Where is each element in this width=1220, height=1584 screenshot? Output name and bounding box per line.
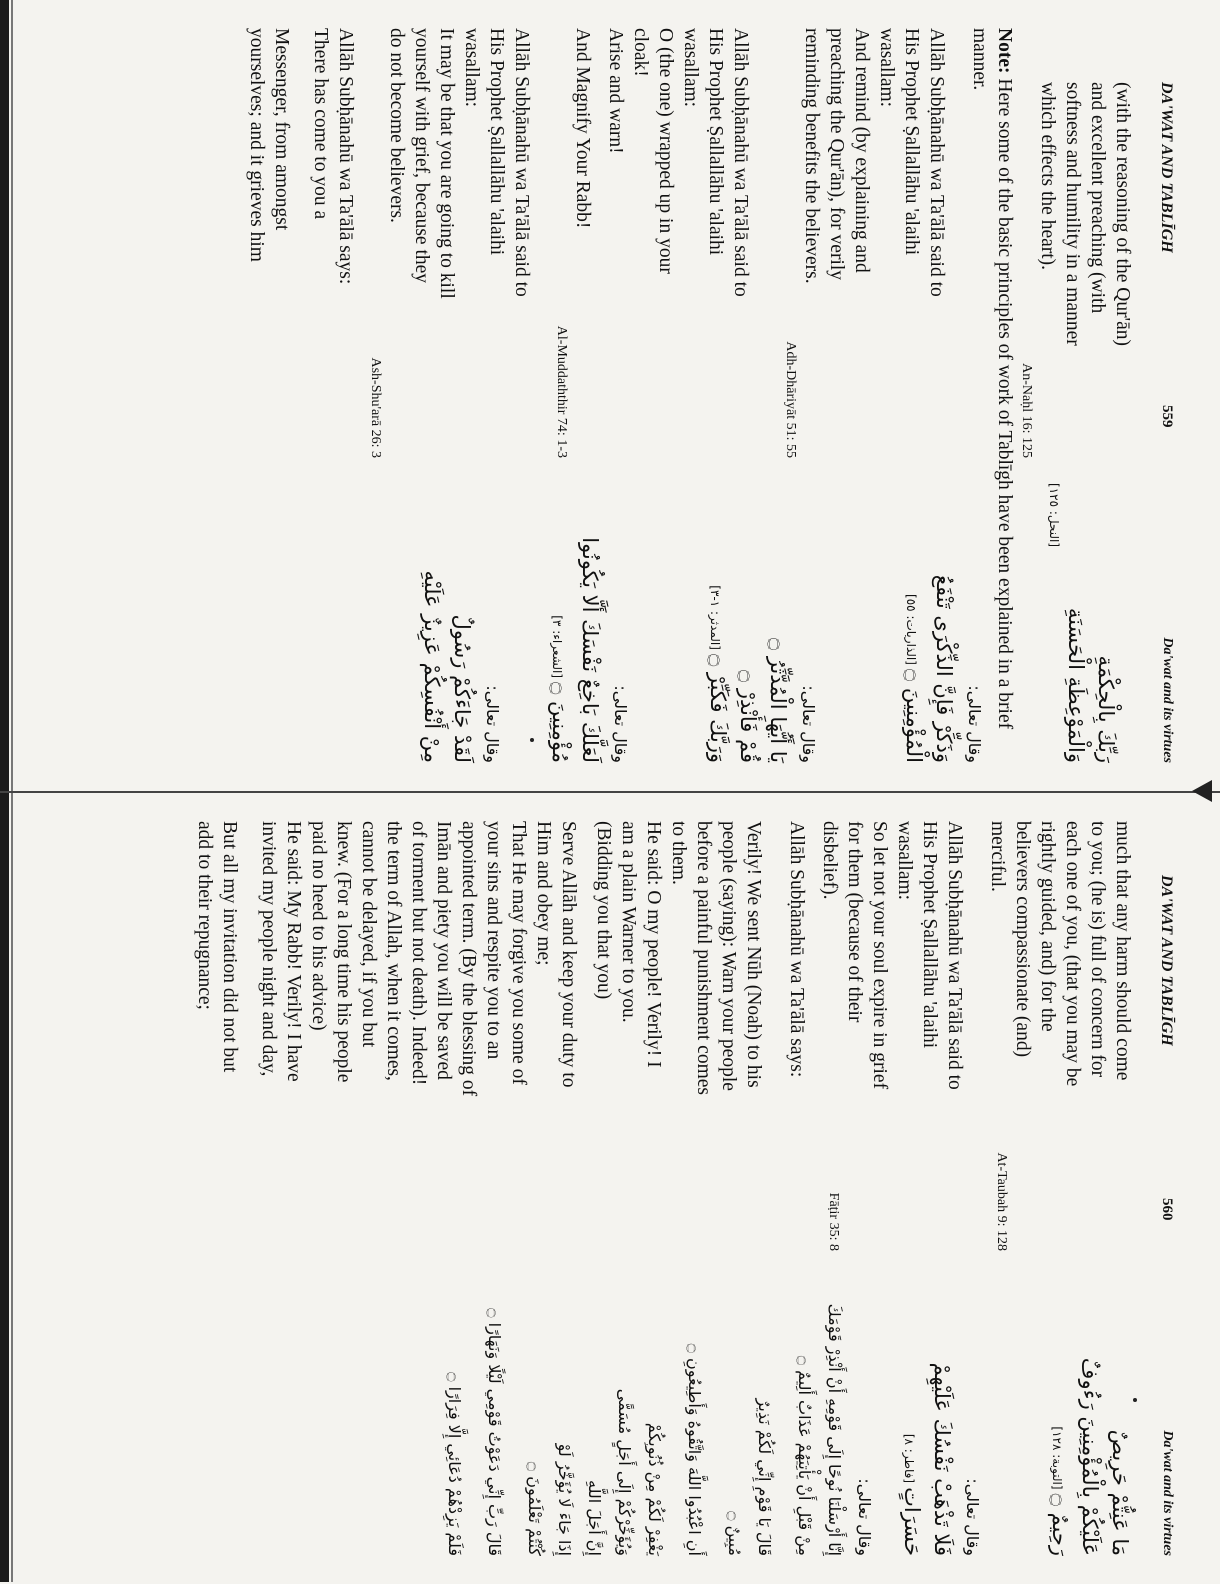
arabic-line: فَلَمْ يَزِدْهُمْ دُعَائِي إِلَّا فِرَارًا ۝: [445, 1372, 464, 1556]
text-line: rightly guided, and) for the: [1037, 821, 1058, 1032]
verse-reference: Fāṭir 35: 8: [826, 1192, 841, 1251]
text-line: yourselves; and it grieves him: [246, 28, 267, 262]
text-line: Allāh Subḥānahū wa Ta'ālā said to: [944, 821, 965, 1090]
arabic-line: وقال تعالى:: [799, 685, 818, 763]
arabic-verse: [899, 483, 1019, 763]
page-559-rotated-content: [85, 28, 1175, 763]
verse-block: [244, 28, 358, 458]
verse-reference: Adh-Dhāriyāt 51: 55: [783, 341, 798, 458]
arabic-line: قَالَ يَا قَوْمِ إِنِّي لَكُمْ نَذِيرٌ: [755, 1398, 774, 1556]
text-line: your sins and respite you to an: [483, 821, 504, 1060]
arabic-line: عَلَيْكُمْ بِالْمُؤْمِنِينَ رَءُوفٌ: [1078, 1357, 1102, 1556]
arabic-line: وقال تعالى:: [965, 685, 984, 763]
text-line: merciful.: [987, 821, 1008, 892]
text-line: (with the reasoning of the Qur'ān): [1112, 82, 1133, 346]
text-line: His Prophet Ṣallallāhu 'alaihi: [705, 28, 726, 256]
arabic-line: قَالَ رَبِّ إِنِّي دَعَوْتُ قَوْمِي لَيْلًا وَنَهَارًا ۝: [485, 1308, 504, 1556]
arabic-verse: [1047, 483, 1135, 763]
text-line: preaching the Qur'ān), for verily: [826, 28, 847, 281]
text-line: O (the one) wrapped up in your: [655, 28, 676, 274]
text-line: Allāh Subḥānahū wa Ta'ālā says:: [335, 28, 356, 285]
arabic-reference: [التوبة: ١٢٨]: [1050, 1426, 1064, 1490]
verse-reference: An-Naḥl 16: 125: [1019, 363, 1034, 458]
text-line: wasallam:: [876, 28, 897, 108]
running-title: DA'WAT AND TABLĪGH: [1158, 875, 1175, 1046]
text-line: paid no heed to his advice): [308, 821, 329, 1031]
page-559: [0, 0, 1220, 791]
page-header: [1147, 821, 1175, 1556]
arabic-line: كُنْتُمْ تَعْلَمُونَ ۝: [525, 1461, 544, 1556]
verse-reference: At-Taubah 9: 128: [994, 1152, 1009, 1251]
arabic-line: فَلَا تَذْهَبْ نَفْسُكَ عَلَيْهِمْ: [930, 1362, 954, 1556]
arabic-line: إِذَا جَاءَ لَا يُؤَخَّرُ لَوْ: [555, 1443, 574, 1556]
running-subtitle: Da'wat and its virtues: [1160, 1430, 1175, 1556]
arabic-line: يَغْفِرْ لَكُمْ مِنْ ذُنُوبِكُمْ: [645, 1422, 664, 1556]
arabic-verse: [1045, 1276, 1135, 1556]
text-line: for them (because of their: [844, 821, 865, 1023]
text-line: believers compassionate (and): [1012, 821, 1033, 1058]
text-line: Serve Allāh and keep your duty to: [558, 821, 579, 1088]
text-line: Allāh Subḥānahū wa Ta'ālā said to: [926, 28, 947, 297]
text-line: softness and humility in a manner: [1062, 82, 1083, 346]
arabic-reference: [المدثر: ١-٣]: [708, 585, 722, 650]
text-line: appointed term. (By the blessing of: [458, 821, 479, 1097]
text-line: people (saying): Warn your people: [718, 821, 739, 1091]
arabic-line: الْمُؤْمِنِينَ ۝: [902, 668, 926, 763]
text-line: wasallam:: [894, 821, 915, 901]
text-line: And remind (by explaining and: [851, 28, 872, 273]
arabic-column: [85, 1276, 1135, 1556]
arabic-verse: [545, 483, 675, 763]
text-line: And Magnify Your Rabb!: [572, 28, 593, 229]
note-label: Note:: [994, 28, 1015, 74]
text-line: He said: My Rabb! Verily! I have: [283, 821, 304, 1082]
text-line: It may be that you are going to kill: [436, 28, 457, 299]
arabic-line: وَرَبَّكَ فَكَبِّرْ ۝: [706, 653, 730, 763]
text-line: each one of you, (that you may be: [1062, 821, 1083, 1087]
text-line: cloak!: [630, 28, 651, 77]
arabic-line: حَسَرَاتٍ: [900, 1487, 924, 1556]
verse-block: [552, 28, 753, 458]
text-line: which effects the heart).: [1037, 82, 1058, 271]
text-line: before a painful punishment comes: [693, 821, 714, 1095]
verse-block: [784, 821, 809, 1251]
arabic-line: وقال تعالى:: [963, 1478, 982, 1556]
text-line: add to their repugnance;: [194, 821, 215, 1010]
arabic-line: لَقَدْ جَاءَكُمْ رَسُولٌ: [450, 614, 474, 763]
text-line: the term of Allah, when it comes,: [383, 821, 404, 1081]
arabic-reference: [فاطر: ٨]: [902, 1433, 916, 1484]
arabic-line: وقال تعالى:: [855, 1478, 874, 1556]
text-line: That He may forgive you some of: [508, 821, 529, 1085]
text-line: do not become believers.: [386, 28, 407, 223]
text-line: There has come to you a: [310, 28, 331, 220]
verse-block: [1017, 28, 1135, 458]
arabic-line: رَبِّكَ بِالْحِكْمَةِ: [1094, 655, 1118, 763]
arabic-line: لَعَلَّكَ بَاخِعٌ نَفْسَكَ أَلَّا يَكُونُوا: [578, 537, 602, 763]
note-text: Here some of the basic principles of work of Tablīgh have been explained in a brief manner.: [969, 28, 1015, 730]
page-560-rotated-content: [85, 821, 1175, 1556]
verse-block: [817, 821, 967, 1251]
text-line: wasallam:: [680, 28, 701, 108]
text-line: (Bidding you that you): [593, 821, 614, 1000]
text-line: knew. (For a long time his people: [333, 821, 354, 1083]
text-line: cannot be delayed, if you but: [358, 821, 379, 1048]
text-line: to you; (he is) full of concern for: [1087, 821, 1108, 1078]
arabic-verse: [897, 1276, 1017, 1556]
english-column: [85, 821, 1135, 1251]
text-line: and excellent preaching (with: [1087, 82, 1108, 314]
verse-reference: Ash-Shu'arā 26: 3: [368, 357, 383, 458]
arabic-reference: [النحل: ١٢٥]: [1047, 483, 1061, 548]
text-line: of torment but not death). Indeed!: [408, 821, 429, 1086]
text-line: wasallam:: [461, 28, 482, 108]
arabic-line: رَحِيمٌ ۝: [1048, 1493, 1072, 1556]
arabic-line: يَا أَيُّهَا الْمُدَّثِّرُ ۝: [766, 637, 790, 763]
arabic-line: مُبِينٌ ۝: [725, 1511, 744, 1556]
arabic-line: وَيُؤَخِّرْكُمْ إِلَى أَجَلٍ مُسَمًّى: [615, 1388, 634, 1556]
arabic-line: أَنِ اعْبُدُوا اللَّهَ وَاتَّقُوهُ وَأَطِيعُونِ ۝: [685, 1343, 704, 1556]
running-subtitle: Da'wat and its virtues: [1160, 637, 1175, 763]
arabic-line: قُمْ فَأَنْذِرْ ۝: [736, 669, 760, 763]
text-line: His Prophet Ṣallallāhu 'alaihi: [901, 28, 922, 256]
page-number: 559: [1159, 405, 1175, 428]
verse-block: [366, 28, 534, 458]
text-line: Arise and warn!: [605, 28, 626, 154]
arabic-line: وقال تعالى:: [483, 685, 502, 763]
arabic-line: وَذَكِّرْ فَإِنَّ الذِّكْرَى تَنْفَعُ: [932, 574, 956, 763]
text-line: disbelief).: [819, 821, 840, 900]
verse-block: [985, 821, 1135, 1251]
text-line: His Prophet Ṣallallāhu 'alaihi: [919, 821, 940, 1049]
arabic-reference: [الذاريات: ٥٥]: [904, 594, 918, 665]
text-line: Imān and piety you will be saved: [433, 821, 454, 1080]
text-line: am a plain Warner to you.: [618, 821, 639, 1023]
arabic-verse: [417, 483, 527, 763]
text-line: yourself with grief, because they: [411, 28, 432, 284]
page-560: [0, 793, 1220, 1584]
page-header: [1147, 28, 1175, 763]
text-line: Messenger, from amongst: [271, 28, 292, 231]
verse-block: [192, 821, 766, 1251]
arabic-reference: [الشعراء: ٣]: [550, 615, 564, 678]
arabic-line: وَالْمَوْعِظَةِ الْحَسَنَةِ: [1064, 607, 1088, 763]
arabic-verse: [703, 483, 871, 763]
text-line: But all my invitation did not but: [219, 821, 240, 1073]
text-line: much that any harm should come: [1112, 821, 1133, 1081]
text-line: invited my people night and day,: [258, 821, 279, 1077]
arabic-line: وقال تعالى:: [611, 685, 630, 763]
arabic-line: إِنَّا أَرْسَلْنَا نُوحًا إِلَى قَوْمِهِ أَنْ أَنْذِرْ قَوْمَكَ: [825, 1303, 844, 1556]
running-title: DA'WAT AND TABLĪGH: [1158, 82, 1175, 253]
text-line: Allāh Subḥānahū wa Ta'ālā said to: [511, 28, 532, 297]
arabic-column: [85, 483, 1135, 763]
arabic-line: مَا عَنِتُّمْ حَرِيصٌ: [1108, 1429, 1132, 1556]
text-line: His Prophet Ṣallallāhu 'alaihi: [486, 28, 507, 256]
arabic-line: إِنَّ أَجَلَ اللَّهِ: [585, 1479, 604, 1556]
text-line: Verily! We sent Nūh (Noah) to his: [743, 821, 764, 1088]
text-line: Him and obey me;: [533, 821, 554, 966]
verse-block: [781, 28, 949, 458]
text-line: So let not your soul expire in grief: [869, 821, 890, 1090]
text-line: Allāh Subḥānahū wa Ta'ālā said to: [730, 28, 751, 297]
page-number: 560: [1159, 1198, 1175, 1221]
text-line: reminding benefits the believers.: [801, 28, 822, 284]
text-line: He said: O my people! Verily! I: [643, 821, 664, 1068]
arabic-verse: [439, 1276, 879, 1556]
text-line: to them.: [668, 821, 689, 885]
arabic-line: مُؤْمِنِينَ ۝: [548, 682, 572, 763]
text-line: Allāh Subḥānahū wa Ta'ālā says:: [786, 821, 807, 1078]
verse-reference: Al-Muddaththir 74: 1-3: [554, 325, 569, 458]
arabic-line: مِنْ قَبْلِ أَنْ يَأْتِيَهُمْ عَذَابٌ أَلِيمٌ ۝: [795, 1355, 814, 1556]
arabic-line: مِنْ أَنْفُسِكُمْ عَزِيزٌ عَلَيْهِ: [420, 570, 444, 763]
